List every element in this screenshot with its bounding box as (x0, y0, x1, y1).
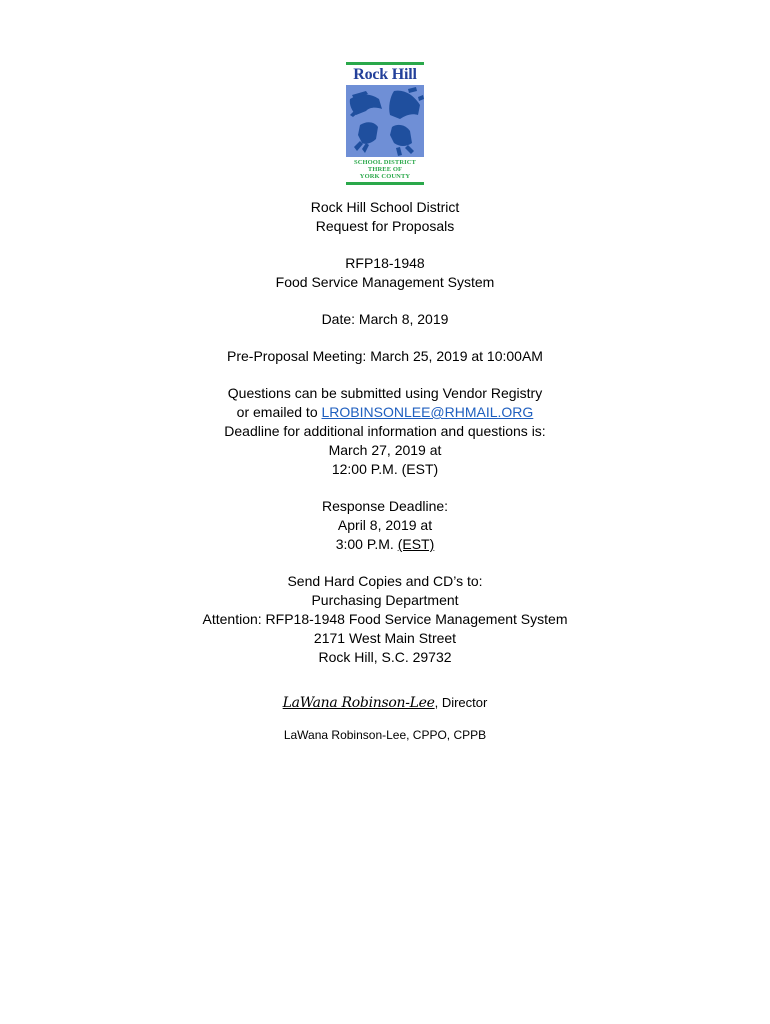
questions-line-2 (0, 403, 770, 422)
send-line-1: Send Hard Copies and CD’s to: (287, 573, 483, 589)
response-timezone: (EST) (397, 536, 435, 552)
handwritten-signature: LaWana Robinson-Lee (282, 695, 435, 711)
questions-prefix: or emailed to (236, 404, 322, 420)
document-type: Request for Proposals (315, 218, 455, 234)
logo-subtitle-line: THREE OF (367, 166, 403, 173)
org-name: Rock Hill School District (310, 199, 460, 215)
logo-subtitle-line: SCHOOL DISTRICT (353, 159, 416, 166)
hands-icon (346, 85, 424, 157)
logo-subtitle-line: YORK COUNTY (359, 173, 411, 180)
rfp-title: Food Service Management System (275, 274, 495, 290)
signature-row (0, 693, 770, 713)
district-logo (346, 62, 424, 180)
email-link[interactable]: LROBINSONLEE@RHMAIL.ORG (321, 404, 534, 420)
send-line-2: Purchasing Department (311, 592, 459, 608)
response-time: 3:00 P.M. (335, 536, 398, 552)
questions-line-3: Deadline for additional information and questions is: (224, 423, 546, 439)
questions-deadline-date: March 27, 2019 at (328, 442, 442, 458)
signature-title: , Director (434, 695, 488, 710)
questions-deadline-time: 12:00 P.M. (EST) (331, 461, 439, 477)
logo-name: Rock Hill (353, 66, 417, 83)
pre-proposal-meeting: Pre-Proposal Meeting: March 25, 2019 at 10:00AM (227, 348, 543, 364)
logo-top-rule (346, 62, 424, 65)
questions-line-1: Questions can be submitted using Vendor Registry (227, 385, 543, 401)
response-deadline-date: April 8, 2019 at (337, 517, 433, 533)
issue-date: Date: March 8, 2019 (321, 311, 449, 327)
response-deadline-label: Response Deadline: (321, 498, 449, 514)
logo-subtitle (346, 159, 424, 180)
response-deadline-time (0, 535, 770, 554)
rfp-number: RFP18-1948 (345, 255, 425, 271)
printed-name: LaWana Robinson-Lee, CPPO, CPPB (283, 728, 487, 742)
logo-bottom-rule (346, 182, 424, 185)
send-line-3: Attention: RFP18-1948 Food Service Management System (202, 611, 568, 627)
send-line-4: 2171 West Main Street (313, 630, 457, 646)
send-line-5: Rock Hill, S.C. 29732 (318, 649, 452, 665)
rfp-cover-text (0, 198, 770, 745)
